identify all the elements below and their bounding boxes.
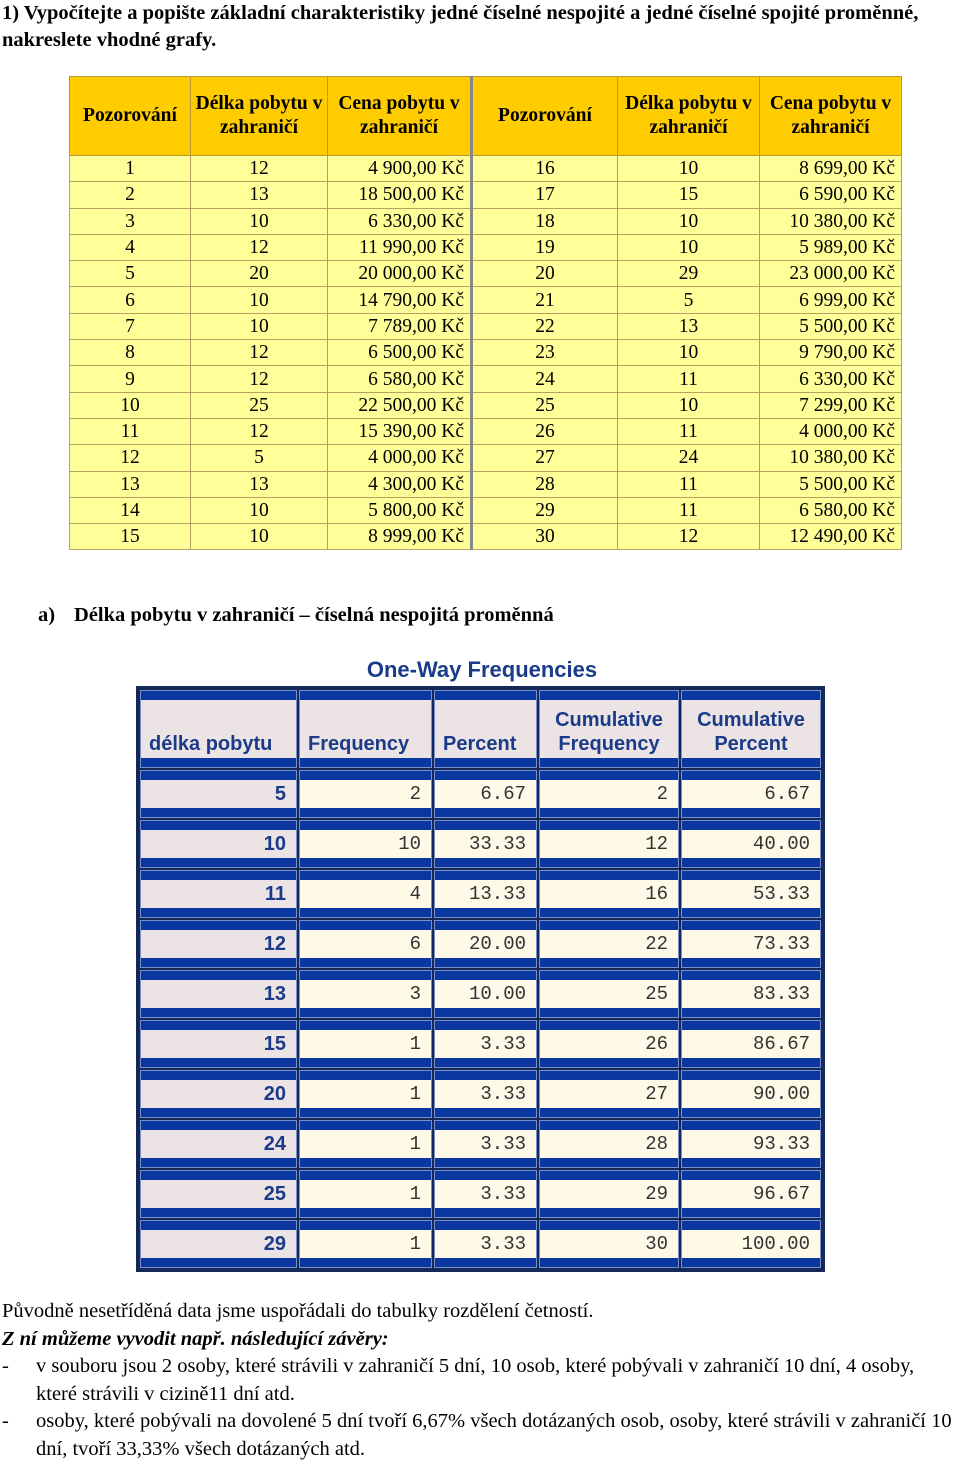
cell-observation: 9	[70, 366, 191, 392]
frequency-table-title: One-Way Frequencies	[366, 657, 598, 682]
cell-length-2: 13	[618, 313, 760, 339]
cell-price: 11 990,00 Kč	[328, 234, 472, 260]
col-header-frequency	[299, 690, 432, 768]
cell-length-2: 10	[618, 392, 760, 418]
table-row	[70, 182, 902, 208]
cell-value: 29	[141, 1230, 296, 1258]
cell-frequency	[299, 970, 432, 1018]
cell-value: 10	[141, 830, 296, 858]
table-row	[70, 524, 902, 550]
cell-value: 4	[300, 880, 431, 908]
cell-value: 5	[141, 780, 296, 808]
conclusions	[2, 1298, 952, 1463]
cell-length	[140, 770, 297, 818]
cell-price: 8 999,00 Kč	[328, 524, 472, 550]
cell-price-2: 9 790,00 Kč	[760, 340, 902, 366]
section-title: Délka pobytu v zahraničí – číselná nespojitá proměnná	[74, 604, 554, 626]
cell-observation: 12	[70, 445, 191, 471]
cell-length	[140, 870, 297, 918]
cell-value: 1	[300, 1180, 431, 1208]
cell-value: 10.00	[435, 980, 536, 1008]
table-row	[70, 418, 902, 444]
cell-cumulative-percent	[681, 870, 821, 918]
cell-value: 26	[540, 1030, 678, 1058]
cell-observation-2: 27	[472, 445, 618, 471]
cell-length: 20	[191, 261, 328, 287]
cell-price: 6 500,00 Kč	[328, 340, 472, 366]
cell-value: 3	[300, 980, 431, 1008]
table-row	[140, 970, 821, 1018]
cell-cumulative-percent	[681, 1120, 821, 1168]
cell-length-2: 15	[618, 182, 760, 208]
cell-observation-2: 25	[472, 392, 618, 418]
cell-percent	[434, 870, 537, 918]
cell-value: 1	[300, 1030, 431, 1058]
cell-value: 10	[300, 830, 431, 858]
cell-value: 6	[300, 930, 431, 958]
cell-length: 12	[191, 340, 328, 366]
cell-length-2: 11	[618, 366, 760, 392]
cell-percent	[434, 820, 537, 868]
cell-percent	[434, 1070, 537, 1118]
cell-length	[140, 1220, 297, 1268]
section-heading	[38, 604, 554, 627]
cell-price-2: 10 380,00 Kč	[760, 445, 902, 471]
cell-price: 15 390,00 Kč	[328, 418, 472, 444]
cell-observation: 3	[70, 208, 191, 234]
table-row	[70, 366, 902, 392]
cell-value: 83.33	[682, 980, 820, 1008]
cell-observation-2: 17	[472, 182, 618, 208]
cell-frequency	[299, 820, 432, 868]
bullet-dash: -	[2, 1410, 9, 1432]
cell-price-2: 4 000,00 Kč	[760, 418, 902, 444]
table-row	[70, 208, 902, 234]
table-row	[140, 870, 821, 918]
cell-value: 2	[300, 780, 431, 808]
cell-length-2: 11	[618, 497, 760, 523]
cell-value: 20	[141, 1080, 296, 1108]
cell-observation-2: 30	[472, 524, 618, 550]
cell-length-2: 10	[618, 208, 760, 234]
cell-cumulative-frequency	[539, 1120, 679, 1168]
cell-observation: 2	[70, 182, 191, 208]
cell-frequency	[299, 870, 432, 918]
cell-value: 93.33	[682, 1130, 820, 1158]
cell-length: 13	[191, 471, 328, 497]
table-row	[70, 234, 902, 260]
bullet-item	[2, 1353, 952, 1408]
table-row	[70, 497, 902, 523]
table-row	[140, 820, 821, 868]
cell-value: 13	[141, 980, 296, 1008]
intro-paragraph: Původně nesetříděná data jsme uspořádali do tabulky rozdělení četností.	[2, 1300, 594, 1322]
bullet-text: osoby, které pobývali na dovolené 5 dní tvoří 6,67% všech dotázaných osob, osoby, které strávili v zahraničí 10 dní, tvoří 33,33% všech dotázaných atd.	[36, 1410, 952, 1460]
cell-observation-2: 21	[472, 287, 618, 313]
cell-length-2: 10	[618, 234, 760, 260]
cell-value: 29	[540, 1180, 678, 1208]
cell-cumulative-frequency	[539, 920, 679, 968]
cell-value: 96.67	[682, 1180, 820, 1208]
cell-length	[140, 1170, 297, 1218]
cell-value: 16	[540, 880, 678, 908]
cell-value: 73.33	[682, 930, 820, 958]
cell-value: 90.00	[682, 1080, 820, 1108]
cell-cumulative-percent	[681, 970, 821, 1018]
cell-observation-2: 19	[472, 234, 618, 260]
cell-observation: 14	[70, 497, 191, 523]
cell-length	[140, 920, 297, 968]
cell-length: 13	[191, 182, 328, 208]
cell-value: 3.33	[435, 1230, 536, 1258]
cell-price: 4 900,00 Kč	[328, 156, 472, 182]
cell-length-2: 11	[618, 418, 760, 444]
cell-cumulative-frequency	[539, 1070, 679, 1118]
cell-observation-2: 26	[472, 418, 618, 444]
cell-price: 7 789,00 Kč	[328, 313, 472, 339]
table-row	[70, 287, 902, 313]
header-row	[140, 690, 821, 768]
cell-length: 10	[191, 524, 328, 550]
cell-length: 12	[191, 366, 328, 392]
cell-cumulative-frequency	[539, 870, 679, 918]
cell-length	[140, 820, 297, 868]
col-header-length-2: Délka pobytu v zahraničí	[618, 77, 760, 156]
cell-value: 3.33	[435, 1080, 536, 1108]
table-row	[140, 920, 821, 968]
cell-observation: 8	[70, 340, 191, 366]
cell-value: 20.00	[435, 930, 536, 958]
cell-value: 12	[141, 930, 296, 958]
cell-observation: 4	[70, 234, 191, 260]
cell-frequency	[299, 1120, 432, 1168]
cell-value: 15	[141, 1030, 296, 1058]
cell-value: 40.00	[682, 830, 820, 858]
cell-value: 27	[540, 1080, 678, 1108]
cell-cumulative-percent	[681, 820, 821, 868]
bullet-text: v souboru jsou 2 osoby, které strávili v zahraničí 5 dní, 10 osob, které pobývali v zahraničí 10 dní, 4 osoby, které strávili v cizině11 dní atd.	[36, 1355, 915, 1405]
cell-price-2: 23 000,00 Kč	[760, 261, 902, 287]
cell-value: 6.67	[435, 780, 536, 808]
cell-value: 13.33	[435, 880, 536, 908]
cell-price: 5 800,00 Kč	[328, 497, 472, 523]
cell-observation-2: 28	[472, 471, 618, 497]
cell-length: 5	[191, 445, 328, 471]
table-row	[140, 1070, 821, 1118]
cell-value: 3.33	[435, 1180, 536, 1208]
cell-length: 12	[191, 234, 328, 260]
cell-length-2: 10	[618, 156, 760, 182]
cell-price: 6 330,00 Kč	[328, 208, 472, 234]
cell-frequency	[299, 770, 432, 818]
cell-length-2: 5	[618, 287, 760, 313]
cell-price: 14 790,00 Kč	[328, 287, 472, 313]
cell-percent	[434, 1120, 537, 1168]
cell-length	[140, 1020, 297, 1068]
cell-value: 28	[540, 1130, 678, 1158]
cell-length: 12	[191, 156, 328, 182]
cell-price: 4 300,00 Kč	[328, 471, 472, 497]
cell-cumulative-frequency	[539, 1020, 679, 1068]
cell-price-2: 6 590,00 Kč	[760, 182, 902, 208]
cell-value: 1	[300, 1130, 431, 1158]
cell-value: 3.33	[435, 1130, 536, 1158]
cell-length	[140, 1120, 297, 1168]
col-header-price: Cena pobytu v zahraničí	[328, 77, 472, 156]
cell-frequency	[299, 1070, 432, 1118]
assignment-title: 1) Vypočítejte a popište základní charakteristiky jedné číselné nespojité a jedné číselné spojité proměnné, nakreslete vhodné grafy.	[2, 2, 919, 51]
col-header-percent	[434, 690, 537, 768]
cell-observation: 5	[70, 261, 191, 287]
section-label: a)	[38, 604, 56, 626]
cell-value: 1	[300, 1080, 431, 1108]
cell-length: 10	[191, 208, 328, 234]
cell-cumulative-percent	[681, 770, 821, 818]
bullet-item	[2, 1408, 952, 1463]
cell-value: 25	[141, 1180, 296, 1208]
cell-length: 10	[191, 497, 328, 523]
cell-length-2: 29	[618, 261, 760, 287]
cell-price-2: 8 699,00 Kč	[760, 156, 902, 182]
cell-length: 10	[191, 313, 328, 339]
cell-length-2: 10	[618, 340, 760, 366]
cell-percent	[434, 770, 537, 818]
cell-length-2: 12	[618, 524, 760, 550]
cell-price-2: 6 999,00 Kč	[760, 287, 902, 313]
cell-value: 12	[540, 830, 678, 858]
cell-cumulative-percent	[681, 1170, 821, 1218]
table-row	[70, 445, 902, 471]
col-header-observation-2: Pozorování	[472, 77, 618, 156]
table-row	[140, 770, 821, 818]
cell-price: 20 000,00 Kč	[328, 261, 472, 287]
cell-observation: 10	[70, 392, 191, 418]
cell-observation-2: 18	[472, 208, 618, 234]
cell-cumulative-percent	[681, 1070, 821, 1118]
table-row	[140, 1220, 821, 1268]
cell-length	[140, 970, 297, 1018]
cell-length-2: 11	[618, 471, 760, 497]
cell-percent	[434, 970, 537, 1018]
col-header-observation: Pozorování	[70, 77, 191, 156]
cell-price-2: 5 989,00 Kč	[760, 234, 902, 260]
col-header-label: Frequency	[300, 700, 431, 758]
cell-observation-2: 29	[472, 497, 618, 523]
cell-cumulative-percent	[681, 1220, 821, 1268]
cell-cumulative-frequency	[539, 1220, 679, 1268]
cell-observation-2: 20	[472, 261, 618, 287]
cell-observation: 11	[70, 418, 191, 444]
cell-value: 6.67	[682, 780, 820, 808]
table-row	[140, 1020, 821, 1068]
cell-price: 18 500,00 Kč	[328, 182, 472, 208]
cell-value: 86.67	[682, 1030, 820, 1058]
cell-percent	[434, 920, 537, 968]
cell-value: 1	[300, 1230, 431, 1258]
cell-value: 100.00	[682, 1230, 820, 1258]
cell-price-2: 5 500,00 Kč	[760, 471, 902, 497]
cell-value: 2	[540, 780, 678, 808]
cell-observation: 7	[70, 313, 191, 339]
cell-observation: 13	[70, 471, 191, 497]
cell-price-2: 12 490,00 Kč	[760, 524, 902, 550]
cell-price-2: 6 580,00 Kč	[760, 497, 902, 523]
cell-observation-2: 24	[472, 366, 618, 392]
cell-price-2: 6 330,00 Kč	[760, 366, 902, 392]
cell-length: 10	[191, 287, 328, 313]
observations-table	[69, 76, 902, 550]
table-row	[70, 156, 902, 182]
cell-frequency	[299, 920, 432, 968]
table-row	[140, 1120, 821, 1168]
cell-observation: 15	[70, 524, 191, 550]
frequency-table	[136, 686, 825, 1272]
cell-price-2: 7 299,00 Kč	[760, 392, 902, 418]
cell-value: 25	[540, 980, 678, 1008]
col-header-label: délka pobytu	[141, 700, 296, 758]
cell-length: 12	[191, 418, 328, 444]
cell-value: 3.33	[435, 1030, 536, 1058]
table-row	[70, 313, 902, 339]
cell-observation: 6	[70, 287, 191, 313]
table-row	[70, 261, 902, 287]
cell-value: 33.33	[435, 830, 536, 858]
col-header-label: Cumulative Frequency	[540, 700, 678, 758]
cell-cumulative-frequency	[539, 820, 679, 868]
table-row	[70, 392, 902, 418]
bullet-dash: -	[2, 1355, 9, 1377]
cell-length: 25	[191, 392, 328, 418]
cell-value: 53.33	[682, 880, 820, 908]
col-header-label: Cumulative Percent	[682, 700, 820, 758]
cell-percent	[434, 1170, 537, 1218]
cell-frequency	[299, 1170, 432, 1218]
cell-price: 4 000,00 Kč	[328, 445, 472, 471]
table-row	[140, 1170, 821, 1218]
cell-cumulative-percent	[681, 920, 821, 968]
cell-percent	[434, 1020, 537, 1068]
cell-cumulative-frequency	[539, 770, 679, 818]
cell-observation-2: 22	[472, 313, 618, 339]
cell-frequency	[299, 1020, 432, 1068]
cell-value: 24	[141, 1130, 296, 1158]
cell-price: 22 500,00 Kč	[328, 392, 472, 418]
cell-price: 6 580,00 Kč	[328, 366, 472, 392]
col-header-cumulative-frequency	[539, 690, 679, 768]
cell-cumulative-percent	[681, 1020, 821, 1068]
table-row	[70, 340, 902, 366]
col-header-length	[140, 690, 297, 768]
cell-percent	[434, 1220, 537, 1268]
cell-value: 30	[540, 1230, 678, 1258]
cell-frequency	[299, 1220, 432, 1268]
cell-cumulative-frequency	[539, 970, 679, 1018]
cell-observation: 1	[70, 156, 191, 182]
cell-observation-2: 23	[472, 340, 618, 366]
cell-observation-2: 16	[472, 156, 618, 182]
cell-length	[140, 1070, 297, 1118]
conclusions-heading: Z ní můžeme vyvodit např. následující závěry:	[2, 1327, 389, 1350]
cell-price-2: 5 500,00 Kč	[760, 313, 902, 339]
col-header-cumulative-percent	[681, 690, 821, 768]
col-header-price-2: Cena pobytu v zahraničí	[760, 77, 902, 156]
col-header-length: Délka pobytu v zahraničí	[191, 77, 328, 156]
cell-price-2: 10 380,00 Kč	[760, 208, 902, 234]
header-row	[70, 77, 902, 156]
cell-value: 22	[540, 930, 678, 958]
cell-cumulative-frequency	[539, 1170, 679, 1218]
cell-value: 11	[141, 880, 296, 908]
table-row	[70, 471, 902, 497]
col-header-label: Percent	[435, 700, 536, 758]
cell-length-2: 24	[618, 445, 760, 471]
